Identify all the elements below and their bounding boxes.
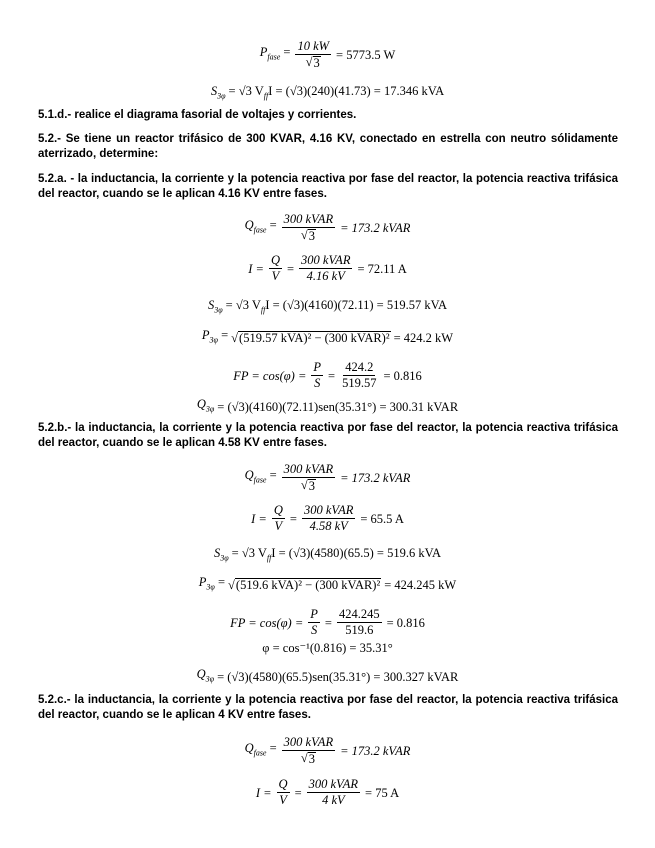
eq-result: = 424.2 kW xyxy=(393,330,454,345)
equation-phi-b xyxy=(0,641,655,655)
eq-subscript: fase xyxy=(253,475,267,485)
fraction-numerator: 300 kVAR xyxy=(308,777,359,791)
fraction: 300 kVAR √ 3 xyxy=(283,735,334,766)
equation-i-c xyxy=(0,778,655,807)
equation-s-3phi-a xyxy=(0,298,655,318)
eq-part: = xyxy=(286,261,295,276)
eq-symbol: FP = cos(φ) = xyxy=(230,615,304,630)
fraction-numerator: 300 kVAR xyxy=(283,212,334,226)
fraction-denominator: 4 kV xyxy=(322,793,345,807)
eq-symbol: Q xyxy=(196,397,206,411)
equation-q-3phi-b xyxy=(0,667,655,687)
radicand: (519.57 kVA)² − (300 kVAR)² xyxy=(239,330,390,345)
eq-result: = 72.11 A xyxy=(357,261,407,276)
fraction xyxy=(340,361,378,390)
fraction: 10 kW √ 3 xyxy=(297,39,330,70)
eq-part: = xyxy=(328,368,336,383)
radicand: (519.6 kVA)² − (300 kVAR)² xyxy=(235,577,381,592)
fraction-denominator: 519.6 xyxy=(345,623,374,637)
equation-q-fase-b: $Q_{fase}$ = 300 kVAR √ 3 = 173.2 kVAR xyxy=(244,462,411,493)
eq-symbol: I = xyxy=(248,261,264,276)
fraction-numerator: 300 kVAR xyxy=(283,735,334,749)
eq-subscript: fase xyxy=(253,225,267,235)
eq-result: = (√3)(4160)(72.11)sen(35.31°) = 300.31 kVAR xyxy=(217,399,459,414)
fraction-numerator: Q xyxy=(278,777,288,791)
equation-q-fase-a: $Q_{fase}$ = 300 kVAR √ 3 = 173.2 kVAR xyxy=(244,212,411,243)
fraction-denominator: V xyxy=(271,269,280,283)
eq-subscript: fase xyxy=(267,52,281,62)
fraction xyxy=(302,504,355,533)
eq-result: = 0.816 xyxy=(383,368,422,383)
eq-subscript: 3φ xyxy=(220,553,229,563)
equation-q-fase-c: $Q_{fase}$ = 300 kVAR √ 3 = 173.2 kVAR xyxy=(244,735,411,766)
eq-subscript: ff xyxy=(260,305,266,315)
eq-result: = 75 A xyxy=(365,785,400,800)
equation-p-fase: $P_{fase}$ = 10 kW √ 3 = 5773.5 W xyxy=(259,39,396,70)
eq-result: I = (√3)(4160)(72.11) = 519.57 kVA xyxy=(265,298,448,312)
fraction xyxy=(269,254,282,283)
fraction: 300 kVAR √ 3 xyxy=(283,212,334,243)
eq-result: = 65.5 A xyxy=(360,511,404,526)
equation-s-3phi-b xyxy=(0,546,655,566)
eq-subscript: ff xyxy=(263,91,269,101)
heading-5-2-a: 5.2.a. - la inductancia, la corriente y la potencia reactiva por fase del reactor, la potencia reactiva trifásica del reactor, cuando se le aplican 4.16 KV entre fases. xyxy=(38,173,618,200)
eq-symbol: P xyxy=(201,328,210,342)
eq-result: I = (√3)(240)(41.73) = 17.346 kVA xyxy=(268,84,445,98)
fraction-denominator: 519.57 xyxy=(342,376,377,390)
eq-subscript: 3φ xyxy=(214,305,223,315)
fraction: 300 kVAR √ 3 xyxy=(283,462,334,493)
eq-subscript: 3φ xyxy=(205,404,215,414)
eq-result: = 173.2 kVAR xyxy=(340,744,411,758)
eq-subscript: 3φ xyxy=(217,91,226,101)
eq-symbol: Q xyxy=(244,468,254,483)
eq-result: = (√3)(4580)(65.5)sen(35.31°) = 300.327 kVAR xyxy=(217,669,459,684)
fraction xyxy=(308,608,320,637)
fraction xyxy=(277,778,290,807)
eq-part: = √3 V xyxy=(231,546,267,560)
eq-symbol: I = xyxy=(251,511,267,526)
fraction-numerator: 300 kVAR xyxy=(301,253,351,267)
fraction xyxy=(272,504,285,533)
eq-symbol: S xyxy=(213,546,221,560)
fraction-denominator: 4.16 kV xyxy=(306,269,345,283)
eq-result: φ = cos⁻¹(0.816) = 35.31° xyxy=(262,641,393,655)
fraction-numerator: Q xyxy=(273,503,283,517)
fraction-denominator: 3 xyxy=(313,56,320,70)
eq-subscript: 3φ xyxy=(205,674,215,684)
fraction-numerator: Q xyxy=(270,253,280,267)
heading-5-2-b: 5.2.b.- la inductancia, la corriente y la potencia reactiva por fase del reactor, la potencia reactiva trifásica del reactor, cuando se le aplican 4.58 KV entre fases. xyxy=(38,422,618,449)
equation-fp-b xyxy=(0,608,655,637)
eq-symbol: Q xyxy=(196,667,206,681)
eq-result: = 173.2 kVAR xyxy=(340,471,411,485)
fraction-denominator: S xyxy=(310,623,318,637)
fraction-denominator: 3 xyxy=(308,752,315,766)
fraction-numerator: 300 kVAR xyxy=(303,503,354,517)
eq-part: = √3 V xyxy=(225,298,261,312)
eq-subscript: 3φ xyxy=(206,582,215,592)
equation-p-3phi-b: $P_{3\varphi}$ = √ (519.6 kVA)² − (300 kVAR)² = 424.245 kW xyxy=(198,575,457,592)
eq-symbol: I = xyxy=(255,785,272,800)
fraction xyxy=(337,608,382,637)
equation-q-3phi-a xyxy=(0,397,655,417)
fraction-numerator: 300 kVAR xyxy=(283,462,334,476)
eq-symbol: Q xyxy=(244,741,254,756)
fraction-numerator: P xyxy=(310,607,318,621)
eq-symbol: S xyxy=(210,84,218,98)
eq-subscript: ff xyxy=(266,553,272,563)
equation-i-b xyxy=(0,504,655,533)
fraction-numerator: 424.245 xyxy=(338,607,380,621)
heading-5-1-d: 5.1.d.- realice el diagrama fasorial de voltajes y corrientes. xyxy=(38,109,357,121)
equation-s-3phi xyxy=(0,84,655,104)
equation-i-a xyxy=(0,254,655,283)
fraction-numerator: 424.2 xyxy=(345,360,374,374)
eq-symbol: Q xyxy=(244,218,254,233)
fraction xyxy=(299,254,352,283)
eq-symbol: FP = cos(φ) = xyxy=(233,368,307,383)
eq-symbol: S xyxy=(207,298,215,312)
equation-fp-a xyxy=(0,361,655,390)
fraction-denominator: V xyxy=(274,519,283,533)
eq-subscript: 3φ xyxy=(209,335,218,345)
eq-part: = √3 V xyxy=(228,84,264,98)
eq-result: I = (√3)(4580)(65.5) = 519.6 kVA xyxy=(271,546,442,560)
fraction-numerator: P xyxy=(313,360,322,374)
eq-part: = xyxy=(294,785,302,800)
fraction-denominator: 3 xyxy=(308,229,315,243)
fraction-denominator: V xyxy=(279,793,287,807)
eq-symbol: P xyxy=(198,575,207,589)
fraction-denominator: 3 xyxy=(308,479,315,493)
equation-p-3phi-a: $P_{3\varphi}$ = √ (519.57 kVA)² − (300 kVAR)² = 424.2 kW xyxy=(201,328,454,345)
eq-part: = xyxy=(324,615,332,630)
eq-subscript: fase xyxy=(253,748,267,758)
fraction-denominator: S xyxy=(314,376,321,390)
eq-result: = 0.816 xyxy=(386,615,425,630)
eq-result: = 424.245 kW xyxy=(384,577,457,592)
eq-result: = 5773.5 W xyxy=(336,48,396,62)
eq-part: = xyxy=(289,511,297,526)
fraction xyxy=(307,778,360,807)
fraction-numerator: 10 kW xyxy=(297,39,330,53)
eq-result: = 173.2 kVAR xyxy=(340,221,411,235)
heading-5-2-c: 5.2.c.- la inductancia, la corriente y la potencia reactiva por fase del reactor, la potencia reactiva trifásica del reactor, cuando se le aplican 4 KV entre fases. xyxy=(38,694,618,721)
eq-symbol: P xyxy=(259,45,268,60)
fraction xyxy=(311,361,323,390)
heading-5-2: 5.2.- Se tiene un reactor trifásico de 300 KVAR, 4.16 KV, conectado en estrella con neutro sólidamente aterrizado, determine: xyxy=(38,133,618,160)
fraction-denominator: 4.58 kV xyxy=(309,519,348,533)
